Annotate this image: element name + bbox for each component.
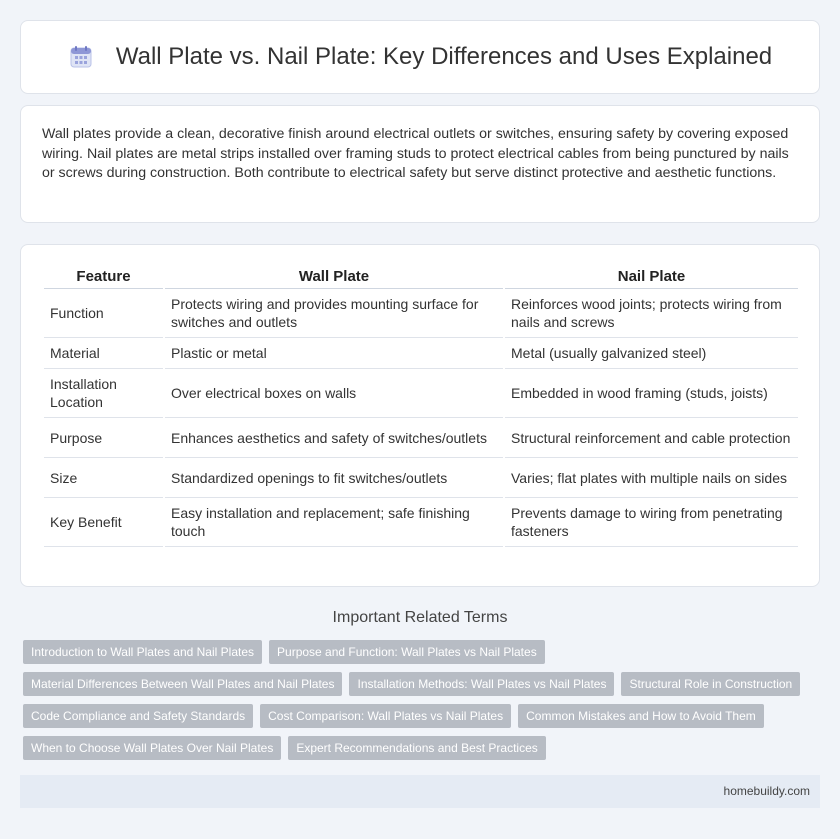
related-term-tag[interactable]: Expert Recommendations and Best Practices <box>288 736 545 760</box>
wall-plate-cell: Plastic or metal <box>165 338 503 369</box>
related-term-tag[interactable]: Purpose and Function: Wall Plates vs Nail Plates <box>269 640 545 664</box>
table-row <box>44 369 798 418</box>
table-header-row <box>44 265 798 289</box>
wall-plate-cell: Over electrical boxes on walls <box>165 369 503 418</box>
page-title: Wall Plate vs. Nail Plate: Key Differences and Uses Explained <box>115 43 773 70</box>
feature-cell: Material <box>44 338 163 369</box>
header-feature: Feature <box>44 265 163 289</box>
related-term-tag[interactable]: Cost Comparison: Wall Plates vs Nail Plates <box>260 704 511 728</box>
table-row <box>44 418 798 458</box>
comparison-table <box>42 265 800 547</box>
table-row <box>44 458 798 498</box>
related-term-tag[interactable]: Installation Methods: Wall Plates vs Nail Plates <box>349 672 614 696</box>
feature-cell: Key Benefit <box>44 498 163 547</box>
related-term-tag[interactable]: Material Differences Between Wall Plates and Nail Plates <box>23 672 342 696</box>
related-terms-tags <box>23 640 823 768</box>
header-nail-plate: Nail Plate <box>505 265 798 289</box>
feature-cell: Function <box>44 289 163 338</box>
table-row <box>44 289 798 338</box>
feature-cell: Purpose <box>44 418 163 458</box>
nail-plate-cell: Reinforces wood joints; protects wiring from nails and screws <box>505 289 798 338</box>
related-term-tag[interactable]: Structural Role in Construction <box>621 672 800 696</box>
related-term-tag[interactable]: Introduction to Wall Plates and Nail Plates <box>23 640 262 664</box>
comparison-table-card <box>20 244 820 587</box>
footer <box>20 775 820 808</box>
wall-plate-cell: Enhances aesthetics and safety of switches/outlets <box>165 418 503 458</box>
table-row <box>44 338 798 369</box>
wall-plate-cell: Standardized openings to fit switches/outlets <box>165 458 503 498</box>
wall-plate-cell: Protects wiring and provides mounting surface for switches and outlets <box>165 289 503 338</box>
tag-row <box>23 672 823 696</box>
feature-cell: Size <box>44 458 163 498</box>
header-wall-plate: Wall Plate <box>165 265 503 289</box>
table-row <box>44 498 798 547</box>
tag-row <box>23 704 823 728</box>
nail-plate-cell: Varies; flat plates with multiple nails on sides <box>505 458 798 498</box>
calendar-icon <box>68 44 94 70</box>
wall-plate-cell: Easy installation and replacement; safe finishing touch <box>165 498 503 547</box>
nail-plate-cell: Metal (usually galvanized steel) <box>505 338 798 369</box>
intro-paragraph: Wall plates provide a clean, decorative finish around electrical outlets or switches, ensuring safety by covering exposed wiring. Nail plates are metal strips installed over framing studs to protect electrical cables from being punctured by nails or screws during construction. Both contribute to electrical safety but serve distinct protective and aesthetic functions. <box>42 126 789 181</box>
feature-cell: Installation Location <box>44 369 163 418</box>
related-term-tag[interactable]: When to Choose Wall Plates Over Nail Plates <box>23 736 281 760</box>
nail-plate-cell: Structural reinforcement and cable protection <box>505 418 798 458</box>
related-terms-title: Important Related Terms <box>332 609 508 626</box>
nail-plate-cell: Embedded in wood framing (studs, joists) <box>505 369 798 418</box>
tag-row <box>23 736 823 760</box>
nail-plate-cell: Prevents damage to wiring from penetrating fasteners <box>505 498 798 547</box>
related-term-tag[interactable]: Common Mistakes and How to Avoid Them <box>518 704 764 728</box>
header-card <box>20 20 820 94</box>
intro-card <box>20 105 820 223</box>
footer-site-link[interactable]: homebuildy.com <box>723 784 810 798</box>
related-term-tag[interactable]: Code Compliance and Safety Standards <box>23 704 253 728</box>
title-wrap <box>68 43 772 71</box>
tag-row <box>23 640 823 664</box>
